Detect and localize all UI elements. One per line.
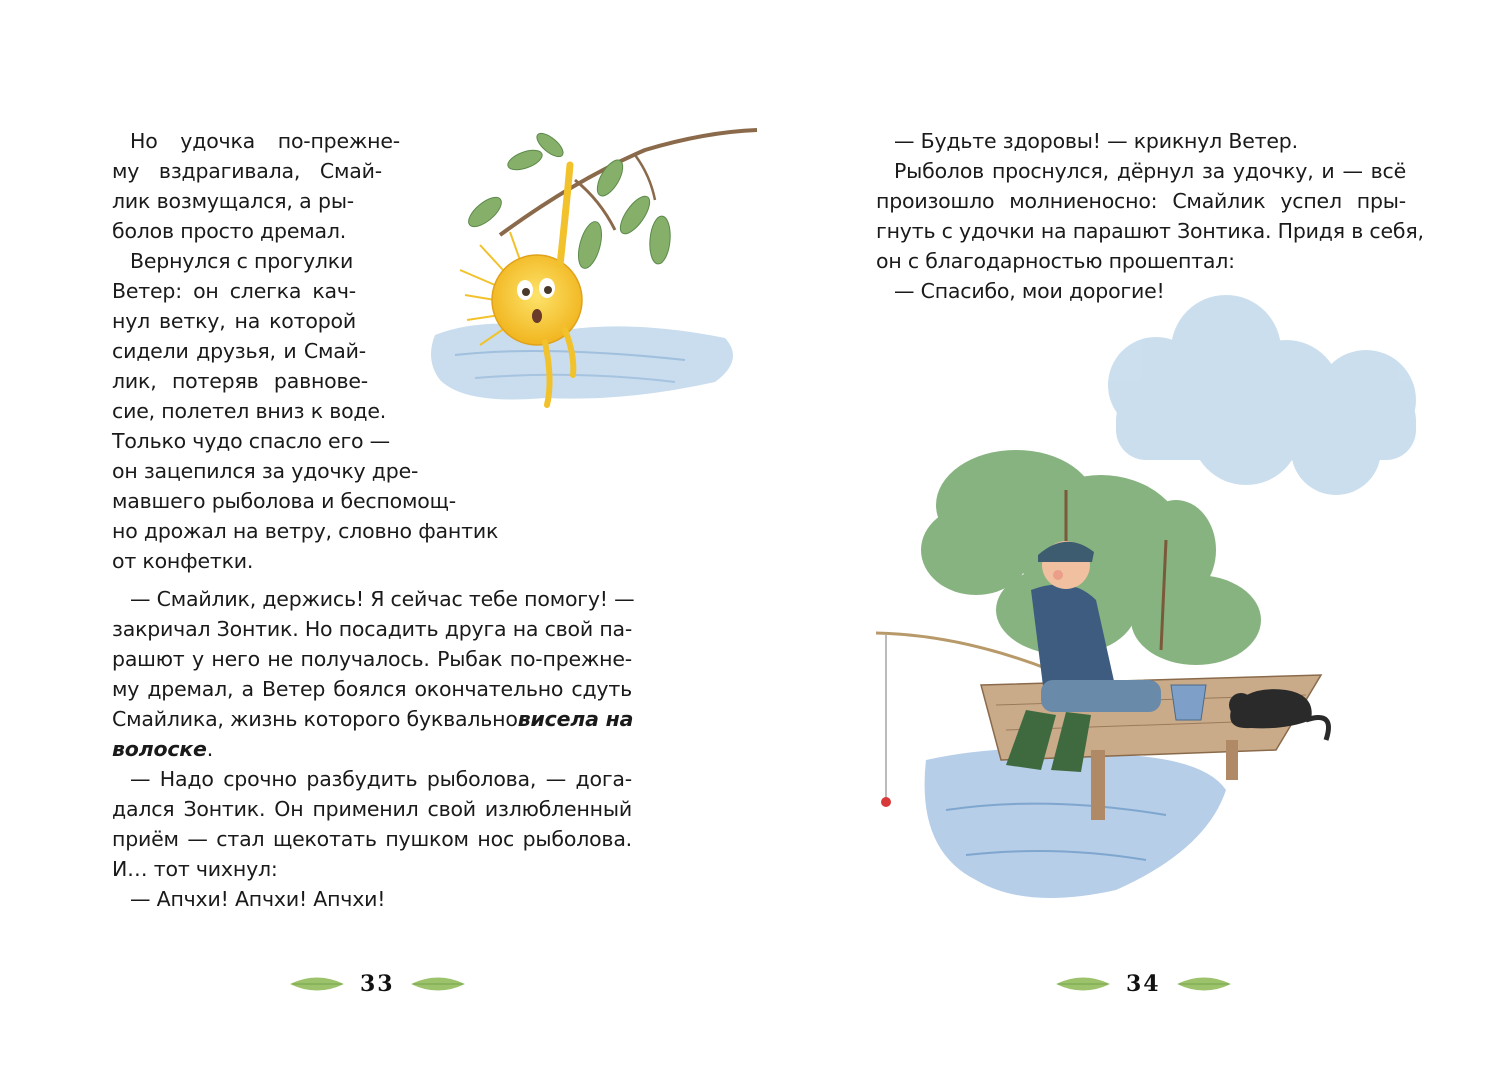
text-line [112, 734, 632, 764]
text-line: он с благодарностью прошептал: [876, 249, 1235, 273]
text-line: — Апчхи! Апчхи! Апчхи! [130, 887, 386, 911]
leaf-ornament-icon [409, 975, 467, 993]
text-line: Рыболов проснулся, дёрнул за удочку, и — всё [894, 159, 1406, 183]
text-line: рашют у него не получалось. Рыбак по-прежне- [112, 647, 632, 671]
text-line: лик, потеряв равнове- [112, 369, 368, 393]
left-text-bottom [112, 584, 635, 914]
leaf-shape [464, 192, 506, 232]
text-line: от конфетки. [112, 549, 254, 573]
smiley-sun-illustration [425, 120, 765, 420]
text-line-with-emphasis [112, 704, 632, 734]
text-fragment: Смайлика, жизнь которого буквально [112, 707, 518, 731]
page-number-footer [288, 968, 467, 1000]
text-line: Только чудо спасло его — [112, 429, 390, 453]
text-line: Вернулся с прогулки [130, 249, 354, 273]
text-line: — Надо срочно разбудить рыболова, — дога- [130, 767, 632, 791]
text-line: — Будьте здоровы! — крикнул Ветер. [894, 129, 1298, 153]
page-number: 33 [360, 971, 395, 997]
text-line: — Спасибо, мои дорогие! [894, 279, 1165, 303]
page-number: 34 [1126, 971, 1161, 997]
right-page [756, 0, 1512, 1080]
text-line: мавшего рыболова и беспомощ- [112, 489, 456, 513]
text-line: лик возмущался, а ры- [112, 189, 354, 213]
text-line: му дремал, а Ветер боялся окончательно сдуть [112, 677, 632, 701]
text-line: — Смайлик, держись! Я сейчас тебе помогу! — [130, 587, 635, 611]
bucket-shape [1171, 685, 1206, 720]
text-line: но дрожал на ветру, словно фантик [112, 519, 499, 543]
text-line: болов просто дремал. [112, 219, 347, 243]
text-line: гнуть с удочки на парашют Зонтика. Придя в себя, [876, 219, 1424, 243]
emphasis-text: висела на [517, 707, 634, 731]
text-line: И… тот чихнул: [112, 857, 278, 881]
text-line: закричал Зонтик. Но посадить друга на свой па- [112, 617, 633, 641]
text-line: Но удочка по-прежне- [130, 129, 400, 153]
leaf-ornament-icon [1054, 975, 1112, 993]
text-line: Ветер: он слегка кач- [112, 279, 356, 303]
text-fragment: . [206, 737, 214, 761]
leaf-ornament-icon [288, 975, 346, 993]
text-line: приём — стал щекотать пушком нос рыболова. [112, 827, 632, 851]
text-line: сие, полетел вниз к воде. [112, 399, 387, 423]
page-number-footer [1054, 968, 1233, 1000]
cloud-shape [1108, 295, 1416, 495]
text-line: сидели друзья, и Смай- [112, 339, 366, 363]
text-line: му вздрагивала, Смай- [112, 159, 382, 183]
text-line: нул ветку, на которой [112, 309, 356, 333]
emphasis-text: волоске [112, 737, 207, 761]
text-line: он зацепился за удочку дре- [112, 459, 419, 483]
water-shape [431, 324, 733, 400]
right-text [876, 126, 1424, 306]
leaf-ornament-icon [1175, 975, 1233, 993]
text-line: произошло молниеносно: Смайлик успел пры- [876, 189, 1406, 213]
fisherman-illustration [866, 290, 1436, 915]
text-line: дался Зонтик. Он применил свой излюбленный [112, 797, 632, 821]
